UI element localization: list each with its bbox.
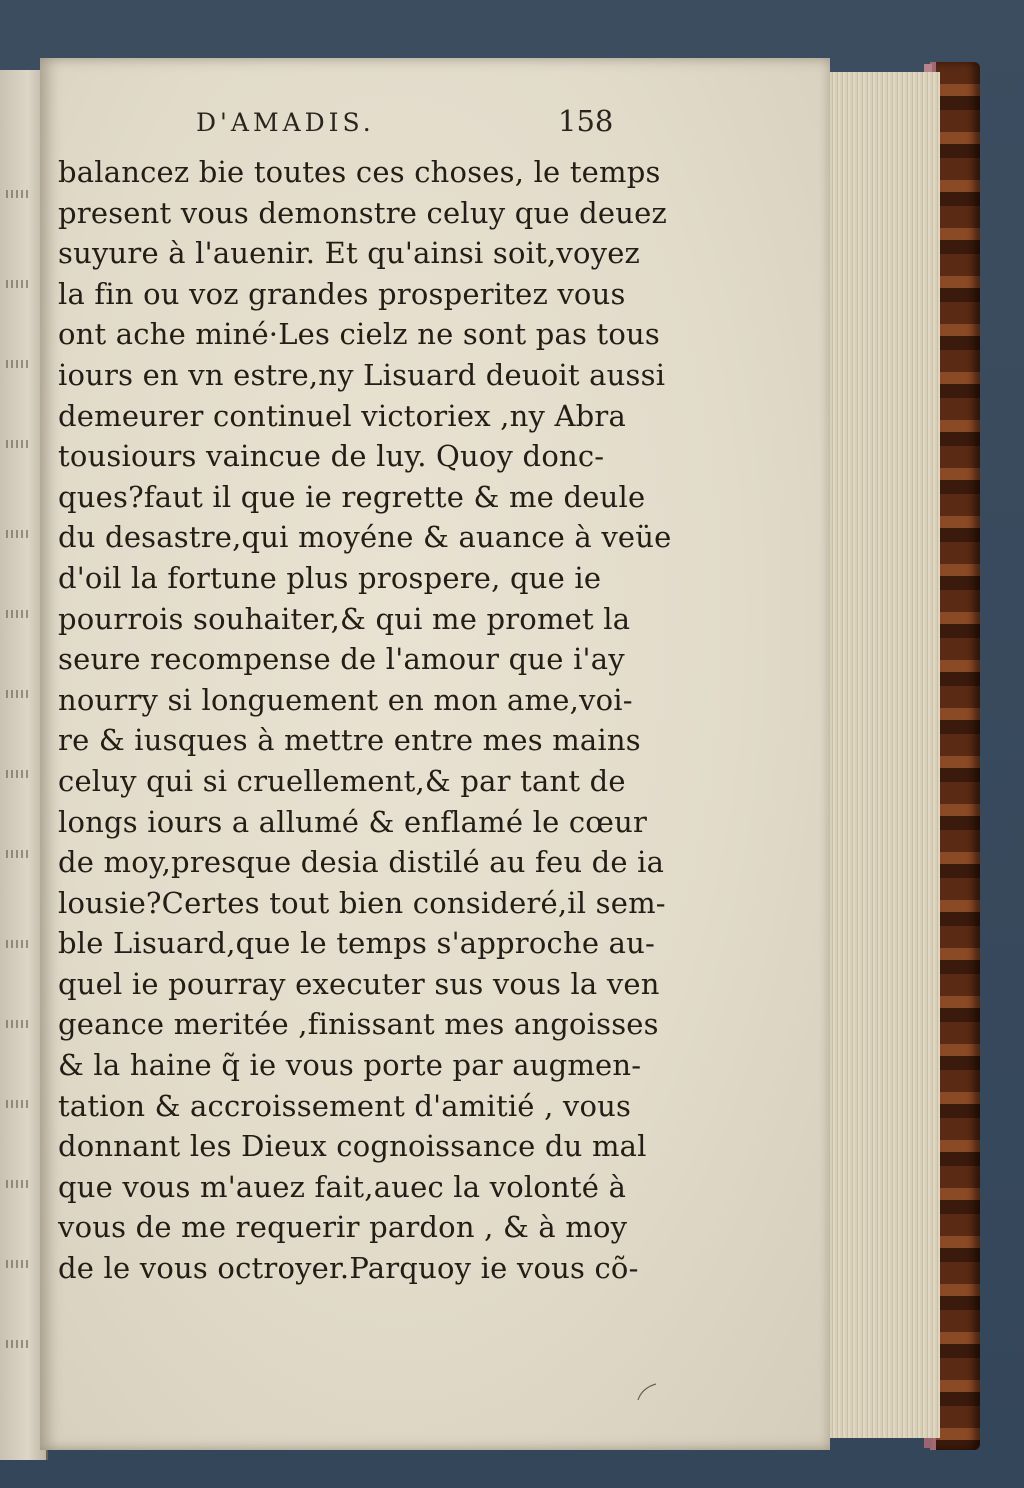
text-line: vous de me requerir pardon , & à moy xyxy=(58,1210,628,1245)
text-line: de moy,presque desia distilé au feu de ia xyxy=(58,845,665,880)
text-line: du desastre,qui moyéne & auance à veüe xyxy=(58,520,672,555)
text-line: tousiours vaincue de luy. Quoy donc- xyxy=(58,439,605,474)
text-line: tation & accroissement d'amitié , vous xyxy=(58,1088,632,1123)
text-line: geance meritée ,finissant mes angoisses xyxy=(58,1007,659,1042)
text-line: ont ache miné·Les cielz ne sont pas tous xyxy=(58,317,660,352)
page-text xyxy=(58,152,672,1289)
text-line: celuy qui si cruellement,& par tant de xyxy=(58,763,626,798)
text-line: balancez bie toutes ces choses, le temps xyxy=(58,155,661,189)
text-line: ble Lisuard,que le temps s'approche au- xyxy=(58,926,655,961)
text-line: lousie?Certes tout bien consideré,il sem- xyxy=(58,885,666,920)
text-line: nourry si longuement en mon ame,voi- xyxy=(58,682,633,717)
text-line: donnant les Dieux cognoissance du mal xyxy=(58,1129,647,1164)
text-line: longs iours a allumé & enflamé le cœur xyxy=(58,804,648,839)
text-line: la fin ou voz grandes prosperitez vous xyxy=(58,276,626,311)
running-head: D'AMADIS. xyxy=(196,108,375,137)
text-line: pourrois souhaiter,& qui me promet la xyxy=(58,601,631,636)
text-line: d'oil la fortune plus prospere, que ie xyxy=(58,560,602,595)
page-number: 158 xyxy=(558,104,614,138)
text-line: iours en vn estre,ny Lisuard deuoit aussi xyxy=(58,357,666,392)
text-line: re & iusques à mettre entre mes mains xyxy=(58,723,641,758)
text-line: present vous demonstre celuy que deuez xyxy=(58,195,667,230)
text-line: ques?faut il que ie regrette & me deule xyxy=(58,479,646,514)
text-line: seure recompense de l'amour que i'ay xyxy=(58,642,625,677)
text-line: que vous m'auez fait,auec la volonté à xyxy=(58,1169,627,1204)
page-fore-edge xyxy=(818,72,940,1438)
text-line: suyure à l'auenir. Et qu'ainsi soit,voyez xyxy=(58,236,641,271)
text-line: demeurer continuel victoriex ,ny Abra xyxy=(58,398,626,433)
text-line: de le vous octroyer.Parquoy ie vous cõ- xyxy=(58,1251,639,1286)
text-line: quel ie pourray executer sus vous la ven xyxy=(58,966,660,1001)
pencil-mark xyxy=(634,1380,664,1404)
text-line: & la haine q̃ ie vous porte par augmen- xyxy=(58,1048,642,1083)
